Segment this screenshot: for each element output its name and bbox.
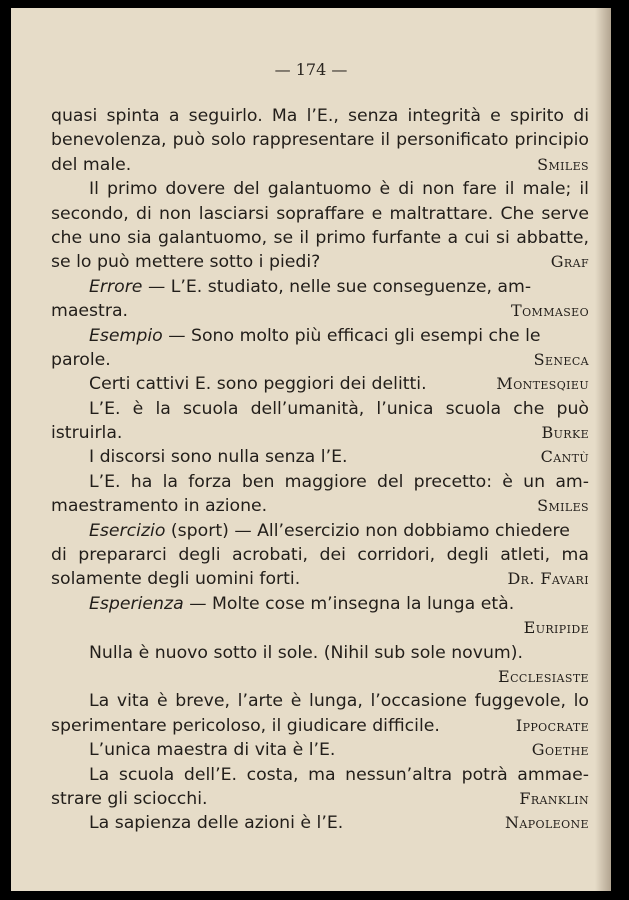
text-line: di prepararci degli acrobati, dei corridori, degli atleti, ma <box>51 545 589 566</box>
author-name: Goethe <box>531 740 589 760</box>
author-name: Dr. Favari <box>507 569 589 589</box>
text-line: maestramento in azione. Smiles <box>51 494 589 518</box>
text-line <box>51 616 589 640</box>
text-line: I discorsi sono nulla senza l’E. Cantù <box>51 445 589 469</box>
text-line <box>51 665 589 689</box>
text-line: La sapienza delle azioni è l’E. Napoleone <box>51 811 589 835</box>
page-gutter-shadow <box>595 8 611 891</box>
text-line: parole. Seneca <box>51 348 589 372</box>
text-line: maestra. Tommaseo <box>51 299 589 323</box>
text-line: che uno sia galantuomo, se il primo furfante a cui si abbatte, <box>51 227 589 248</box>
text-line: quasi spinta a seguirlo. Ma l’E., senza integrità e spirito di <box>51 106 589 126</box>
author-name: Napoleone <box>505 813 589 833</box>
author-name: Euripide <box>523 618 589 638</box>
text-line: strare gli sciocchi. Franklin <box>51 787 589 811</box>
text-line: se lo può mettere sotto i piedi? Graf <box>51 250 589 274</box>
text-line: Il primo dovere del galantuomo è di non fare il male; il <box>89 179 589 200</box>
text-line: solamente degli uomini forti. Dr. Favari <box>51 567 589 591</box>
author-name: Graf <box>550 252 589 272</box>
author-name: Franklin <box>519 788 589 808</box>
author-name: Smiles <box>537 154 589 174</box>
text-line: Certi cattivi E. sono peggiori dei delitti. Montesqieu <box>51 372 589 396</box>
author-name: Tommaseo <box>511 301 589 321</box>
keyword: Esperienza <box>89 593 184 614</box>
author-name: Ecclesiaste <box>498 666 589 686</box>
text-line: Esempio — Sono molto più efficaci gli esempi che le <box>89 325 541 346</box>
text-line: La vita è breve, l’arte è lunga, l’occasione fuggevole, lo <box>89 691 589 712</box>
text-line: Nulla è nuovo sotto il sole. (Nihil sub sole novum). <box>89 642 523 663</box>
author-name: Burke <box>541 423 589 443</box>
text-line: secondo, di non lasciarsi sopraffare e maltrattare. Che serve <box>51 203 589 224</box>
book-page <box>11 8 611 891</box>
page-text <box>51 104 589 836</box>
author-name: Ippocrate <box>515 715 589 735</box>
keyword: Errore <box>89 276 143 297</box>
author-name: Smiles <box>537 496 589 516</box>
text-line: Esercizio (sport) — All’esercizio non dobbiamo chiedere <box>89 520 570 541</box>
author-name: Seneca <box>533 349 589 369</box>
page-number: — 174 — <box>274 60 348 79</box>
text-line: benevolenza, può solo rappresentare il personificato principio <box>51 130 589 151</box>
keyword: Esercizio <box>89 520 166 541</box>
text-line: Errore — L’E. studiato, nelle sue conseguenze, am- <box>89 276 532 297</box>
author-name: Montesqieu <box>496 374 589 394</box>
text-line: L’unica maestra di vita è l’E. Goethe <box>51 738 589 762</box>
keyword: Esempio <box>89 325 163 346</box>
text-line: Esperienza — Molte cose m’insegna la lunga età. <box>89 593 515 614</box>
text-line: sperimentare pericoloso, il giudicare difficile. Ippocrate <box>51 714 589 738</box>
text-line: L’E. ha la forza ben maggiore del precetto: è un am- <box>89 471 589 492</box>
text-line: istruirla. Burke <box>51 421 589 445</box>
text-line: La scuola dell’E. costa, ma nessun’altra potrà ammae- <box>89 764 589 785</box>
text-line: del male. Smiles <box>51 153 589 177</box>
text-line: L’E. è la scuola dell’umanità, l’unica scuola che può <box>89 398 589 419</box>
author-name: Cantù <box>540 447 589 467</box>
